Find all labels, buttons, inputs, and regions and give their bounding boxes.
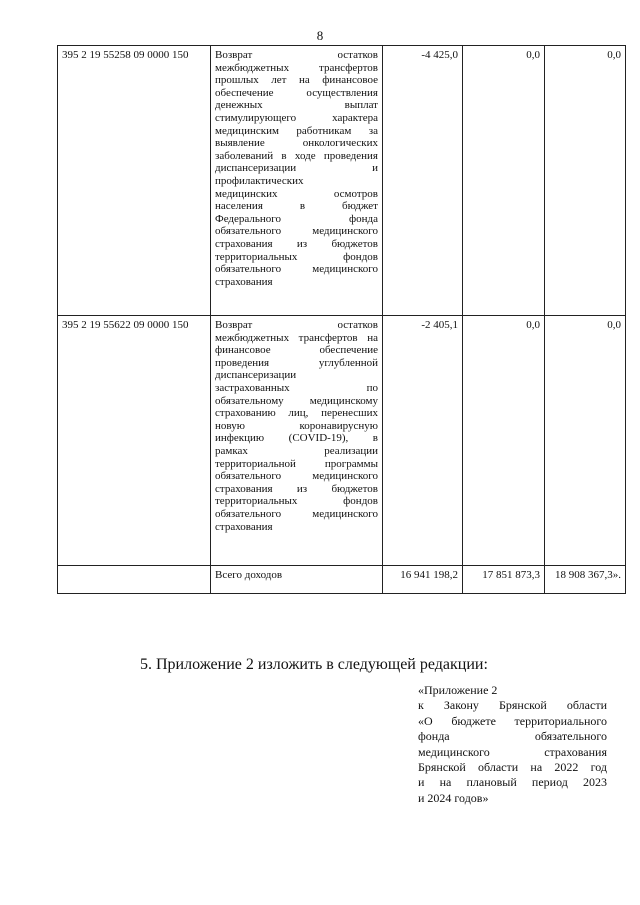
- revenue-name-cell: [211, 316, 383, 566]
- appendix-line: и 2024 годов»: [418, 790, 489, 805]
- table-row: [58, 46, 626, 316]
- name-line: межбюджетных трансфертов на: [215, 331, 378, 344]
- name-line: новую коронавирусную: [215, 419, 378, 432]
- value-2024-cell: 0,0: [545, 46, 626, 316]
- revenue-name-cell: [211, 566, 383, 594]
- appendix-line: и на плановый период 2023: [418, 775, 607, 790]
- name-line: прошлых лет на финансовое: [215, 74, 378, 87]
- name-line: денежных выплат: [215, 99, 378, 112]
- name-line: межбюджетных трансфертов: [215, 61, 378, 74]
- name-line: медицинским работникам за: [215, 124, 378, 137]
- name-line: обязательного медицинского: [215, 225, 378, 238]
- budget-code-cell: 395 2 19 55622 09 0000 150: [58, 316, 211, 566]
- section-heading: 5. Приложение 2 изложить в следующей редакции:: [140, 656, 488, 673]
- name-line: стимулирующего характера: [215, 111, 378, 124]
- name-line: обязательного медицинского: [215, 470, 378, 483]
- name-line: территориальных фондов: [215, 495, 378, 508]
- total-row: [58, 566, 626, 594]
- appendix-line: «Приложение 2: [418, 683, 498, 697]
- name-line: населения в бюджет: [215, 200, 378, 213]
- appendix-line: фонда обязательного: [418, 729, 607, 744]
- name-line: инфекцию (COVID-19), в: [215, 432, 378, 445]
- page-number: 8: [316, 28, 324, 43]
- name-line: Возврат остатков: [215, 49, 378, 61]
- name-line: проведения углубленной: [215, 356, 378, 369]
- name-line: диспансеризации и: [215, 162, 378, 175]
- name-line: заболеваний в ходе проведения: [215, 149, 378, 162]
- appendix-line: к Закону Брянской области: [418, 698, 607, 713]
- total-2024-cell: 18 908 367,3».: [545, 566, 626, 594]
- total-2023-cell: 17 851 873,3: [463, 566, 545, 594]
- total-label: Всего доходов: [215, 569, 283, 581]
- appendix-line: «О бюджете территориального: [418, 713, 607, 728]
- name-line: страхования: [215, 520, 273, 533]
- appendix-line: медицинского страхования: [418, 744, 607, 759]
- name-line: территориальных фондов: [215, 250, 378, 263]
- value-2022-cell: -2 405,1: [383, 316, 463, 566]
- name-line: обязательному медицинскому: [215, 394, 378, 407]
- value-2022-cell: -4 425,0: [383, 46, 463, 316]
- name-line: обязательного медицинского: [215, 263, 378, 276]
- value-2023-cell: 0,0: [463, 316, 545, 566]
- name-line: страхования из бюджетов: [215, 237, 378, 250]
- name-line: страхованию лиц, перенесших: [215, 407, 378, 420]
- revenue-name-cell: [211, 46, 383, 316]
- name-line: рамках реализации: [215, 444, 378, 457]
- name-line: выявление онкологических: [215, 137, 378, 150]
- name-line: диспансеризации: [215, 369, 297, 382]
- name-line: обязательного медицинского: [215, 507, 378, 520]
- budget-code-cell: 395 2 19 55258 09 0000 150: [58, 46, 211, 316]
- value-2023-cell: 0,0: [463, 46, 545, 316]
- name-line: страхования: [215, 275, 273, 288]
- name-line: медицинских осмотров: [215, 187, 378, 200]
- budget-code-cell: [58, 566, 211, 594]
- name-line: финансовое обеспечение: [215, 344, 378, 357]
- value-2024-cell: 0,0: [545, 316, 626, 566]
- revenue-table: [57, 45, 626, 594]
- name-line: Возврат остатков: [215, 319, 378, 331]
- name-line: страхования из бюджетов: [215, 482, 378, 495]
- name-line: Федерального фонда: [215, 212, 378, 225]
- name-line: территориальной программы: [215, 457, 378, 470]
- name-line: профилактических: [215, 174, 304, 187]
- total-2022-cell: 16 941 198,2: [383, 566, 463, 594]
- name-line: обеспечение осуществления: [215, 86, 378, 99]
- table-row: [58, 316, 626, 566]
- name-line: застрахованных по: [215, 381, 378, 394]
- appendix-line: Брянской области на 2022 год: [418, 760, 607, 775]
- appendix-header: [418, 683, 607, 806]
